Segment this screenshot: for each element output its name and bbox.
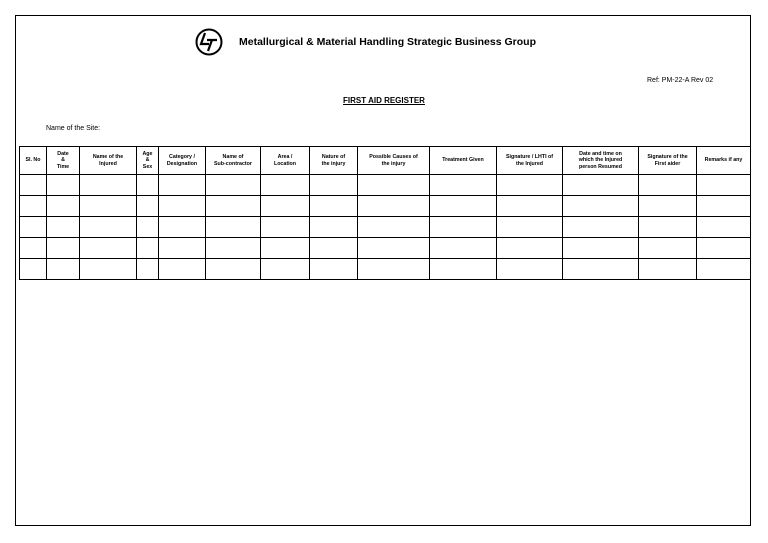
table-cell — [639, 259, 697, 280]
table-cell — [497, 196, 563, 217]
table-cell — [430, 238, 497, 259]
table-cell — [20, 259, 47, 280]
table-cell — [358, 217, 430, 238]
col-date-time: Date & Time — [47, 147, 80, 175]
table-cell — [206, 217, 261, 238]
table-cell — [20, 217, 47, 238]
table-cell — [261, 259, 310, 280]
header-row — [20, 147, 751, 175]
table-cell — [430, 175, 497, 196]
site-name-label: Name of the Site: — [46, 125, 101, 132]
table-cell — [697, 217, 751, 238]
table-cell — [47, 217, 80, 238]
group-title: Metallurgical & Material Handling Strategic Business Group — [239, 36, 536, 48]
table-cell — [497, 259, 563, 280]
table-row — [20, 196, 751, 217]
table-cell — [639, 238, 697, 259]
table-cell — [159, 259, 206, 280]
table-cell — [430, 217, 497, 238]
table-cell — [137, 196, 159, 217]
col-category: Category / Designation — [159, 147, 206, 175]
table-cell — [206, 196, 261, 217]
col-nature: Nature of the injury — [310, 147, 358, 175]
table-cell — [639, 175, 697, 196]
table-cell — [358, 196, 430, 217]
table-cell — [430, 259, 497, 280]
table-cell — [639, 217, 697, 238]
table-cell — [310, 175, 358, 196]
table-row — [20, 175, 751, 196]
table-cell — [430, 196, 497, 217]
col-signature-injured: Signature / LHTI of the Injured — [497, 147, 563, 175]
table-row — [20, 238, 751, 259]
table-cell — [20, 238, 47, 259]
table-cell — [159, 217, 206, 238]
table-cell — [206, 259, 261, 280]
register-title: FIRST AID REGISTER — [343, 96, 425, 105]
table-cell — [310, 238, 358, 259]
document-ref: Ref: PM-22-A Rev 02 — [647, 77, 714, 84]
table-cell — [80, 259, 137, 280]
table-cell — [261, 175, 310, 196]
table-cell — [358, 175, 430, 196]
table-cell — [497, 238, 563, 259]
table-cell — [137, 175, 159, 196]
col-subcontractor: Name of Sub-contractor — [206, 147, 261, 175]
table-cell — [80, 217, 137, 238]
table-cell — [159, 196, 206, 217]
table-cell — [159, 175, 206, 196]
table-cell — [206, 175, 261, 196]
header — [195, 27, 536, 57]
table-cell — [697, 175, 751, 196]
table-cell — [137, 238, 159, 259]
col-resumed: Date and time on which the Injured person Resumed — [563, 147, 639, 175]
table-cell — [261, 238, 310, 259]
col-remarks: Remarks if any — [697, 147, 751, 175]
col-treatment: Treatment Given — [430, 147, 497, 175]
table-cell — [47, 238, 80, 259]
col-age-sex: Age & Sex — [137, 147, 159, 175]
table-cell — [563, 175, 639, 196]
col-causes: Possible Causes of the injury — [358, 147, 430, 175]
table-cell — [159, 238, 206, 259]
table-cell — [697, 196, 751, 217]
col-area: Area / Location — [261, 147, 310, 175]
table-row — [20, 259, 751, 280]
table-row — [20, 217, 751, 238]
table-cell — [563, 196, 639, 217]
table-cell — [358, 238, 430, 259]
col-sl-no: Sl. No — [20, 147, 47, 175]
table-cell — [697, 259, 751, 280]
table-cell — [47, 175, 80, 196]
table-cell — [80, 175, 137, 196]
table-cell — [20, 175, 47, 196]
table-cell — [80, 196, 137, 217]
col-name-injured: Name of the Injured — [80, 147, 137, 175]
table-cell — [137, 259, 159, 280]
table-cell — [497, 217, 563, 238]
table-cell — [310, 217, 358, 238]
lt-logo-icon — [195, 28, 223, 56]
table-cell — [697, 238, 751, 259]
first-aid-register-table — [19, 146, 751, 280]
table-cell — [563, 238, 639, 259]
table-cell — [358, 259, 430, 280]
table-cell — [20, 196, 47, 217]
table-cell — [563, 259, 639, 280]
table-cell — [497, 175, 563, 196]
table-cell — [261, 217, 310, 238]
table-cell — [80, 238, 137, 259]
table-cell — [563, 217, 639, 238]
table-cell — [47, 196, 80, 217]
table-cell — [47, 259, 80, 280]
col-signature-first-aider: Signature of the First aider — [639, 147, 697, 175]
table-cell — [206, 238, 261, 259]
table-cell — [261, 196, 310, 217]
table-cell — [310, 259, 358, 280]
table-cell — [639, 196, 697, 217]
table-cell — [310, 196, 358, 217]
table-cell — [137, 217, 159, 238]
